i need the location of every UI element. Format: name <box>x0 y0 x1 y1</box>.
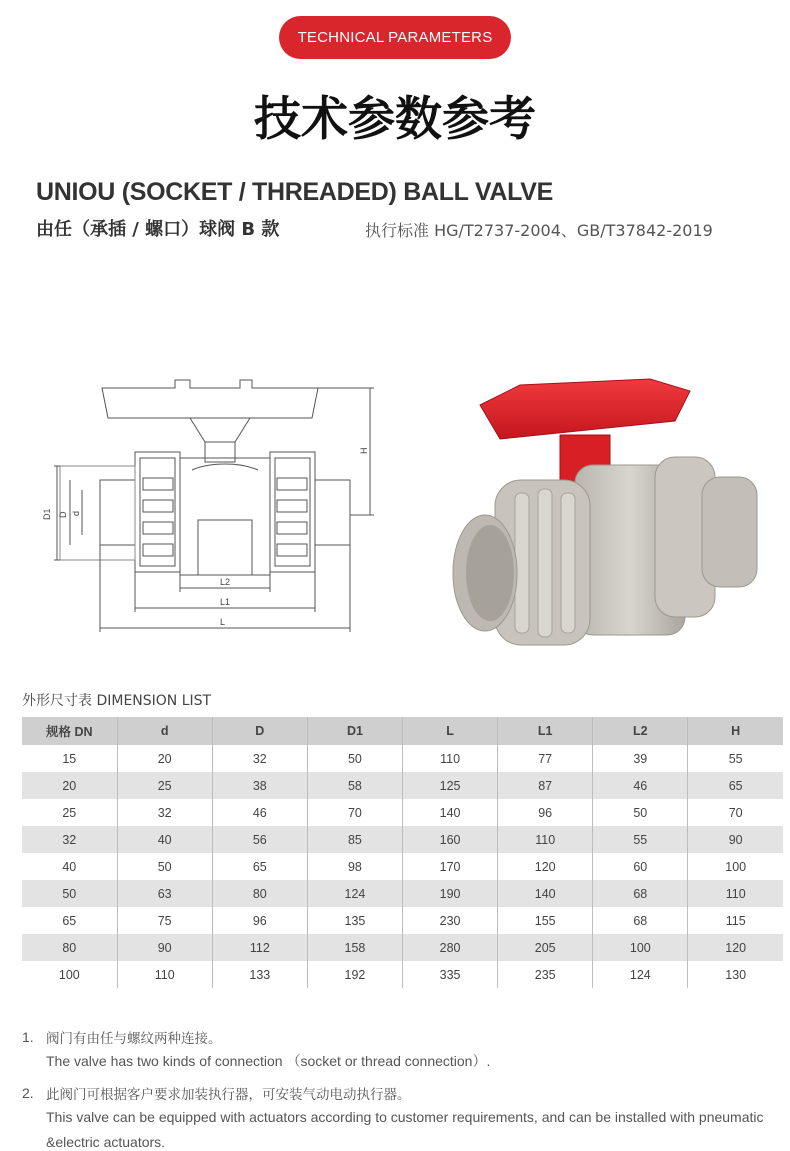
label-small-d: d <box>71 510 81 516</box>
label-d: D <box>58 511 68 518</box>
table-cell: 25 <box>117 772 212 799</box>
table-cell: 135 <box>307 907 402 934</box>
table-cell: 100 <box>22 961 117 988</box>
table-cell: 110 <box>498 826 593 853</box>
table-cell: 112 <box>212 934 307 961</box>
table-cell: 130 <box>725 967 747 982</box>
table-row <box>22 880 783 907</box>
table-cell: 133 <box>212 961 307 988</box>
table-row <box>22 772 783 799</box>
table-cell: 140 <box>498 880 593 907</box>
table-row <box>22 907 783 934</box>
note-item <box>22 1029 787 1074</box>
table-cell: 32 <box>117 799 212 826</box>
table-cell: 75 <box>117 907 212 934</box>
label-l: L <box>220 617 226 627</box>
table-cell: 96 <box>212 907 307 934</box>
table-cell: 90 <box>117 934 212 961</box>
table-cell: 125 <box>403 772 498 799</box>
table-cell: 190 <box>403 880 498 907</box>
table-cell: 40 <box>117 826 212 853</box>
col-header-l: L <box>403 717 498 745</box>
valve-technical-drawing <box>40 370 380 640</box>
table-cell: 68 <box>593 880 688 907</box>
table-cell: 96 <box>498 799 593 826</box>
label-h: H <box>359 447 369 454</box>
table-cell: 32 <box>212 745 307 772</box>
table-cell: 68 <box>593 907 688 934</box>
table-cell: 46 <box>212 799 307 826</box>
table-cell: 170 <box>403 853 498 880</box>
table-cell: 65 <box>212 853 307 880</box>
valve-product-photo <box>440 365 770 655</box>
table-row <box>22 799 783 826</box>
note-text-cn: 此阀门可根据客户要求加装执行器，可安装气动电动执行器。 <box>46 1087 411 1103</box>
table-cell: 50 <box>593 799 688 826</box>
table-cell: 20 <box>22 772 117 799</box>
table-cell: 115 <box>725 913 746 928</box>
table-cell: 56 <box>212 826 307 853</box>
table-cell: 50 <box>117 853 212 880</box>
col-header-l1: L1 <box>498 717 593 745</box>
table-cell: 160 <box>403 826 498 853</box>
table-cell: 87 <box>498 772 593 799</box>
table-cell: 32 <box>22 826 117 853</box>
note-text-cn: 阀门有由任与螺纹两种连接。 <box>46 1031 222 1047</box>
table-cell: 98 <box>307 853 402 880</box>
table-cell: 65 <box>22 907 117 934</box>
technical-parameters-badge: TECHNICAL PARAMETERS <box>279 16 511 59</box>
note-text-en: The valve has two kinds of connection （socket or thread connection）. <box>46 1053 491 1069</box>
table-cell: 280 <box>403 934 498 961</box>
table-cell: 335 <box>403 961 498 988</box>
col-header-outer-d: D <box>212 717 307 745</box>
dimension-table <box>22 717 783 988</box>
table-cell: 55 <box>728 751 743 766</box>
table-row <box>22 745 783 772</box>
table-cell: 100 <box>725 859 747 874</box>
table-cell: 158 <box>307 934 402 961</box>
table-cell: 110 <box>117 961 212 988</box>
product-name-en: UNIOU (SOCKET / THREADED) BALL VALVE <box>36 178 553 206</box>
table-row <box>22 853 783 880</box>
label-d1: D1 <box>42 508 52 520</box>
table-cell: 60 <box>593 853 688 880</box>
table-cell: 235 <box>498 961 593 988</box>
table-cell: 50 <box>307 745 402 772</box>
notes-section <box>22 1029 787 1151</box>
table-cell: 205 <box>498 934 593 961</box>
table-row <box>22 826 783 853</box>
table-cell: 80 <box>22 934 117 961</box>
table-cell: 77 <box>498 745 593 772</box>
col-header-d: d <box>117 717 212 745</box>
table-cell: 90 <box>688 826 783 853</box>
table-cell: 39 <box>593 745 688 772</box>
table-cell: 110 <box>688 880 783 907</box>
table-cell: 100 <box>593 934 688 961</box>
table-cell: 124 <box>307 880 402 907</box>
label-l1: L1 <box>220 597 231 607</box>
table-row <box>22 961 783 988</box>
table-cell: 120 <box>688 934 783 961</box>
table-cell: 50 <box>22 880 117 907</box>
table-cell: 25 <box>22 799 117 826</box>
table-cell: 46 <box>593 772 688 799</box>
note-number: 1. <box>22 1029 34 1045</box>
col-header-h: H <box>688 717 783 745</box>
table-cell: 230 <box>403 907 498 934</box>
table-cell: 70 <box>728 805 743 820</box>
note-item <box>22 1085 787 1151</box>
standard-text: 执行标准 HG/T2737-2004、GB/T37842-2019 <box>365 221 713 240</box>
col-header-dn: 规格 DN <box>22 717 117 745</box>
table-row <box>22 934 783 961</box>
table-cell: 124 <box>593 961 688 988</box>
label-l2: L2 <box>220 577 231 587</box>
table-cell: 63 <box>117 880 212 907</box>
table-cell: 85 <box>307 826 402 853</box>
col-header-d1: D1 <box>307 717 402 745</box>
table-cell: 20 <box>117 745 212 772</box>
table-cell: 120 <box>498 853 593 880</box>
page-title: 技术参数参考 <box>254 92 536 147</box>
table-cell: 40 <box>22 853 117 880</box>
table-cell: 58 <box>307 772 402 799</box>
table-cell: 15 <box>22 745 117 772</box>
table-cell: 80 <box>212 880 307 907</box>
col-header-l2: L2 <box>593 717 688 745</box>
table-cell: 65 <box>688 772 783 799</box>
table-cell: 110 <box>403 745 498 772</box>
note-number: 2. <box>22 1085 34 1101</box>
table-cell: 155 <box>498 907 593 934</box>
note-text-en: This valve can be equipped with actuators according to customer requirements, and can be installed with pneumatic &electric actuators. <box>46 1109 764 1150</box>
table-cell: 192 <box>307 961 402 988</box>
product-name-cn: 由任（承插 / 螺口）球阀 B 款 <box>36 219 280 240</box>
table-cell: 55 <box>593 826 688 853</box>
table-cell: 140 <box>403 799 498 826</box>
table-cell: 38 <box>212 772 307 799</box>
dimension-list-caption: 外形尺寸表 DIMENSION LIST <box>22 693 212 709</box>
table-cell: 70 <box>307 799 402 826</box>
